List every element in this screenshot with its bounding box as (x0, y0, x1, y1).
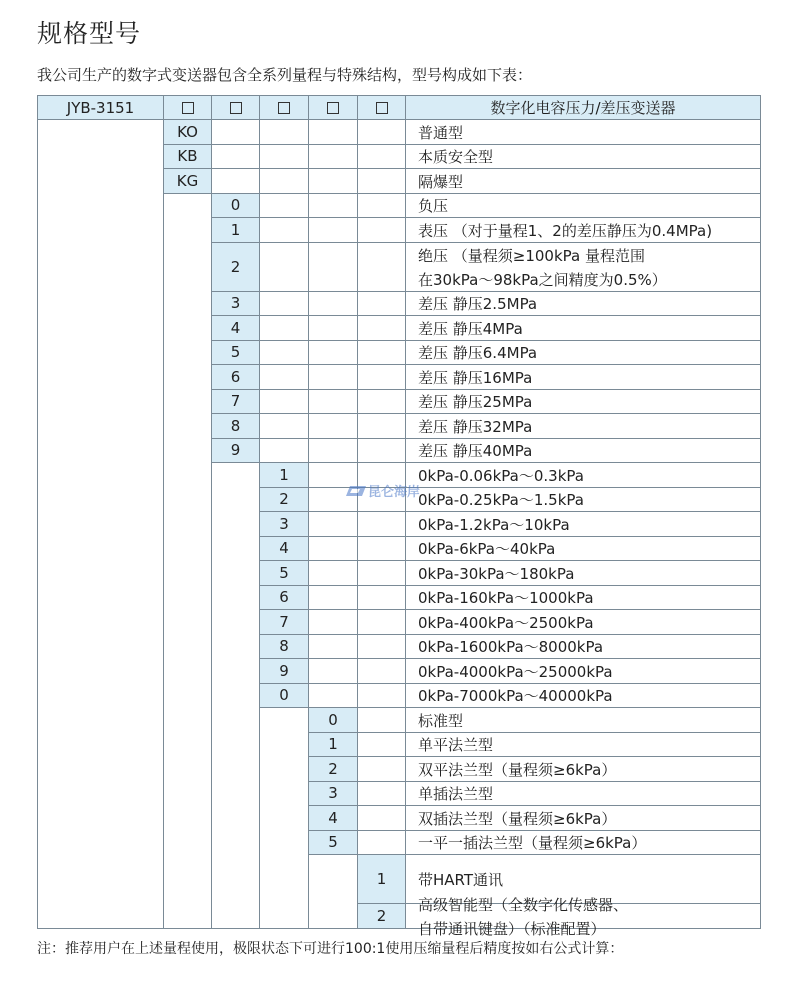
empty-cell (357, 144, 406, 170)
description-line: 差压 静压16MPa (418, 368, 533, 387)
description-line: 普通型 (418, 123, 464, 142)
empty-cell (357, 413, 406, 439)
empty-cell (259, 340, 309, 366)
code-cell: 5 (308, 830, 358, 856)
description-line: 0kPa-0.06kPa～0.3kPa (418, 466, 584, 485)
header-model-cell: JYB-3151 (37, 95, 164, 120)
code-cell: 3 (259, 511, 309, 537)
empty-cell (211, 119, 260, 145)
code-cell: KO (163, 119, 212, 145)
description-cell (405, 536, 761, 562)
placeholder-box-icon (182, 102, 194, 114)
description-line: 0kPa-400kPa～2500kPa (418, 613, 594, 632)
description-line: 差压 静压6.4MPa (418, 344, 538, 363)
description-line: 负压 (418, 197, 449, 216)
code-cell: 8 (211, 413, 260, 439)
code-cell: 8 (259, 634, 309, 660)
empty-cell (211, 144, 260, 170)
code-cell: 6 (259, 585, 309, 611)
empty-cell (259, 119, 309, 145)
header-code-placeholder (163, 95, 212, 120)
code-cell: 9 (259, 658, 309, 684)
description-line: 单插法兰型 (418, 785, 494, 804)
empty-cell (259, 193, 309, 219)
empty-cell (357, 805, 406, 831)
description-line: 单平法兰型 (418, 736, 494, 755)
description-line: 一平一插法兰型（量程须≥6kPa） (418, 834, 647, 853)
merged-blank-cell (308, 854, 358, 929)
code-cell: 4 (211, 315, 260, 341)
empty-cell (357, 242, 406, 292)
description-line: 双平法兰型（量程须≥6kPa） (418, 760, 617, 779)
empty-cell (259, 389, 309, 415)
empty-cell (357, 781, 406, 807)
code-cell: 0 (308, 707, 358, 733)
description-cell (405, 683, 761, 709)
description-cell (405, 438, 761, 464)
description-cell (405, 119, 761, 145)
placeholder-box-icon (230, 102, 242, 114)
code-cell: 1 (211, 217, 260, 243)
empty-cell (357, 756, 406, 782)
empty-cell (357, 315, 406, 341)
code-cell: 0 (211, 193, 260, 219)
header-code-placeholder (211, 95, 260, 120)
empty-cell (357, 168, 406, 194)
empty-cell (259, 291, 309, 317)
empty-cell (308, 315, 358, 341)
placeholder-box-icon (376, 102, 388, 114)
description-cell (405, 707, 761, 733)
empty-cell (357, 634, 406, 660)
description-line: 标准型 (418, 711, 464, 730)
empty-cell (308, 536, 358, 562)
empty-cell (357, 609, 406, 635)
empty-cell (259, 242, 309, 292)
code-cell: 9 (211, 438, 260, 464)
placeholder-box-icon (327, 102, 339, 114)
empty-cell (259, 315, 309, 341)
empty-cell (308, 242, 358, 292)
code-cell: 1 (308, 732, 358, 758)
empty-cell (357, 560, 406, 586)
empty-cell (357, 830, 406, 856)
empty-cell (259, 438, 309, 464)
description-line: 表压 （对于量程1、2的差压静压为0.4MPa) (418, 221, 713, 240)
empty-cell (357, 438, 406, 464)
code-cell: KG (163, 168, 212, 194)
description-cell (405, 830, 761, 856)
description-line: 在30kPa～98kPa之间精度为0.5%） (418, 270, 667, 289)
code-cell: 5 (211, 340, 260, 366)
description-cell (405, 340, 761, 366)
logo-mark-icon (346, 484, 366, 498)
watermark-logo (346, 481, 420, 500)
empty-cell (357, 585, 406, 611)
empty-cell (259, 168, 309, 194)
code-cell: 4 (259, 536, 309, 562)
description-cell (405, 805, 761, 831)
empty-cell (357, 683, 406, 709)
empty-cell (357, 217, 406, 243)
footnote: 注：推荐用户在上述量程使用，极限状态下可进行100:1使用压缩量程后精度按如右公式计算： (37, 941, 624, 957)
description-line: 差压 静压4MPa (418, 319, 523, 338)
description-cell (405, 487, 761, 513)
description-cell (405, 291, 761, 317)
empty-cell (308, 217, 358, 243)
empty-cell (357, 658, 406, 684)
empty-cell (308, 585, 358, 611)
empty-cell (357, 193, 406, 219)
empty-cell (308, 609, 358, 635)
watermark-text: 昆仑海岸 (368, 485, 421, 500)
description-cell (405, 144, 761, 170)
code-cell: 2 (259, 487, 309, 513)
description-cell (405, 413, 761, 439)
merged-blank-cell (259, 707, 309, 929)
description-line: 差压 静压2.5MPa (418, 295, 538, 314)
description-cell (405, 315, 761, 341)
description-line: 本质安全型 (418, 148, 494, 167)
empty-cell (308, 291, 358, 317)
description-cell (405, 217, 761, 243)
description-cell (405, 511, 761, 537)
empty-cell (308, 658, 358, 684)
description-line: 带HART通讯 (418, 871, 504, 889)
merged-blank-cell (211, 462, 260, 929)
empty-cell (308, 683, 358, 709)
empty-cell (357, 511, 406, 537)
description-line: 自带通讯键盘）（标准配置） (418, 919, 606, 938)
empty-cell (259, 144, 309, 170)
empty-cell (357, 340, 406, 366)
description-line: 0kPa-160kPa～1000kPa (418, 589, 594, 608)
description-cell (405, 634, 761, 660)
description-cell (405, 168, 761, 194)
header-code-placeholder (357, 95, 406, 120)
empty-cell (308, 144, 358, 170)
code-cell: 7 (259, 609, 309, 635)
empty-cell (357, 732, 406, 758)
empty-cell (308, 168, 358, 194)
description-line: 差压 静压32MPa (418, 417, 533, 436)
description-line: 差压 静压40MPa (418, 442, 533, 461)
empty-cell (357, 119, 406, 145)
description-line: 双插法兰型（量程须≥6kPa） (418, 809, 617, 828)
empty-cell (211, 168, 260, 194)
empty-cell (357, 389, 406, 415)
description-line: 隔爆型 (418, 172, 464, 191)
description-cell (405, 732, 761, 758)
description-cell (405, 609, 761, 635)
empty-cell (308, 193, 358, 219)
empty-cell (308, 364, 358, 390)
description-cell (405, 242, 761, 292)
empty-cell (308, 438, 358, 464)
description-cell (405, 560, 761, 586)
empty-cell (357, 536, 406, 562)
description-line: 0kPa-7000kPa～40000kPa (418, 687, 613, 706)
description-line: 0kPa-1.2kPa～10kPa (418, 515, 570, 534)
model-blank-cell (37, 119, 164, 929)
empty-cell (357, 364, 406, 390)
empty-cell (259, 217, 309, 243)
code-cell: KB (163, 144, 212, 170)
description-line: 0kPa-0.25kPa～1.5kPa (418, 491, 584, 510)
code-cell: 6 (211, 364, 260, 390)
empty-cell (308, 413, 358, 439)
code-cell: 2 (211, 242, 260, 292)
description-cell (405, 585, 761, 611)
header-code-placeholder (259, 95, 309, 120)
code-cell: 5 (259, 560, 309, 586)
empty-cell (357, 707, 406, 733)
description-line: 绝压 （量程须≥100kPa 量程范围 (418, 246, 645, 265)
header-description-cell: 数字化电容压力/差压变送器 (405, 95, 761, 120)
description-line: 0kPa-1600kPa～8000kPa (418, 638, 604, 657)
empty-cell (308, 389, 358, 415)
code-cell: 2 (308, 756, 358, 782)
code-cell: 2 (357, 903, 406, 929)
empty-cell (308, 119, 358, 145)
empty-cell (259, 413, 309, 439)
description-cell (405, 462, 761, 488)
empty-cell (308, 634, 358, 660)
code-cell: 3 (308, 781, 358, 807)
empty-cell (308, 511, 358, 537)
code-cell: 1 (357, 854, 406, 904)
description-cell (405, 193, 761, 219)
description-line: 高级智能型（全数字化传感器、 (418, 895, 629, 914)
description-cell (405, 781, 761, 807)
empty-cell (308, 340, 358, 366)
description-cell (405, 756, 761, 782)
description-line: 0kPa-6kPa～40kPa (418, 540, 556, 559)
code-cell: 4 (308, 805, 358, 831)
description-cell (405, 389, 761, 415)
empty-cell (357, 291, 406, 317)
merged-blank-cell (163, 193, 212, 929)
description-cell (405, 895, 761, 938)
code-cell: 0 (259, 683, 309, 709)
description-line: 0kPa-4000kPa～25000kPa (418, 662, 613, 681)
description-line: 差压 静压25MPa (418, 393, 533, 412)
header-code-placeholder (308, 95, 358, 120)
page-title: 规格型号 (37, 19, 142, 48)
description-cell (405, 658, 761, 684)
placeholder-box-icon (278, 102, 290, 114)
description-line: 0kPa-30kPa～180kPa (418, 564, 575, 583)
code-cell: 7 (211, 389, 260, 415)
empty-cell (308, 560, 358, 586)
code-cell: 1 (259, 462, 309, 488)
code-cell: 3 (211, 291, 260, 317)
empty-cell (259, 364, 309, 390)
description-cell (405, 364, 761, 390)
intro-text: 我公司生产的数字式变送器包含全系列量程与特殊结构，型号构成如下表： (37, 66, 533, 84)
